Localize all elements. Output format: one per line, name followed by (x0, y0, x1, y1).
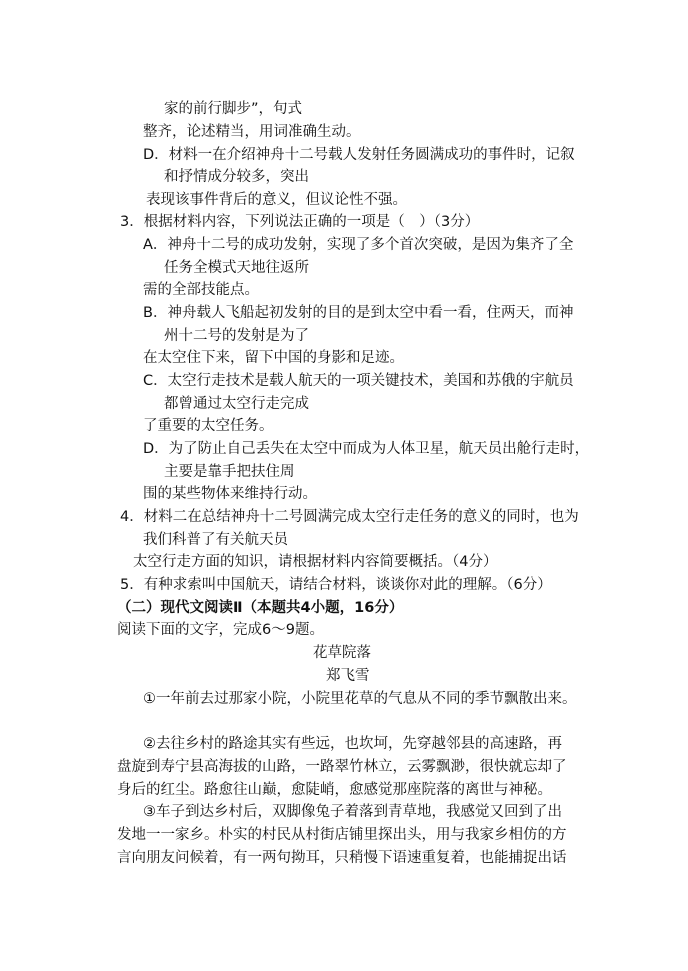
option-c-line: C．太空行走技术是载人航天的一项关键技术，美国和苏俄的宇航员 (143, 373, 574, 389)
text-line: 了重要的太空任务。 (143, 418, 274, 434)
question-5: 5．有种求索叫中国航天，请结合材料，谈谈你对此的理解。（6分） (120, 577, 552, 593)
text-line: 在太空住下来，留下中国的身影和足迹。 (143, 350, 404, 366)
option-a-line: A．神舟十二号的成功发射，实现了多个首次突破，是因为集齐了全 (143, 237, 574, 253)
text-line: 家的前行脚步”，句式 (164, 101, 303, 117)
option-d-line: D．材料一在介绍神舟十二号载人发射任务圆满成功的事件时，记叙 (143, 147, 575, 163)
text-line: 整齐，论述精当，用词准确生动。 (143, 124, 361, 140)
paragraph-1: ①一年前去过那家小院，小院里花草的气息从不同的季节飘散出来。 (143, 691, 577, 707)
text-line: 需的全部技能点。 (143, 282, 259, 298)
option-b-line: B．神舟载人飞船起初发射的目的是到太空中看一看，住两天，而神 (143, 305, 574, 321)
text-line: 任务全模式天地往返所 (164, 260, 309, 276)
text-line: 主要是靠手把扶住周 (164, 464, 295, 480)
text-line: 身后的红尘。路愈往山巅，愈陡峭，愈感觉那座院落的离世与神秘。 (117, 782, 552, 798)
text-line: 太空行走方面的知识，请根据材料内容简要概括。（4分） (133, 554, 498, 570)
text-line: 发地一一家乡。朴实的村民从村街店铺里探出头，用与我家乡相仿的方 (117, 827, 567, 843)
article-title: 花草院落 (313, 645, 371, 661)
article-author: 郑飞雪 (326, 668, 370, 684)
paragraph-3: ③车子到达乡村后，双脚像兔子着落到青草地，我感觉又回到了出 (143, 804, 562, 820)
option-d-line: D．为了防止自己丢失在太空中而成为人体卫星，航天员出舱行走时， (143, 441, 590, 457)
instruction: 阅读下面的文字，完成6～9题。 (117, 622, 324, 638)
text-line: 州十二号的发射是为了 (164, 328, 309, 344)
paragraph-2: ②去往乡村的路途其实有些远，也坎坷，先穿越邻县的高速路，再 (143, 736, 562, 752)
text-line: 围的某些物体来维持行动。 (143, 486, 317, 502)
section-heading: （二）现代文阅读Ⅱ（本题共4小题，16分） (117, 600, 404, 616)
text-line: 言向朋友问候着，有一两句拗耳，只稍慢下语速重复着，也能捕捉出话 (117, 850, 567, 866)
text-line: 表现该事件背后的意义，但议论性不强。 (146, 192, 407, 208)
text-line: 我们科普了有关航天员 (143, 532, 288, 548)
question-3: 3．根据材料内容，下列说法正确的一项是（ ）（3分） (120, 214, 480, 230)
text-line: 和抒情成分较多，突出 (164, 169, 309, 185)
question-4: 4．材料二在总结神舟十二号圆满完成太空行走任务的意义的同时，也为 (120, 509, 579, 525)
text-line: 都曾通过太空行走完成 (164, 396, 309, 412)
text-line: 盘旋到寿宁县高海拔的山路，一路翠竹林立，云雾飘渺，很快就忘却了 (117, 759, 567, 775)
